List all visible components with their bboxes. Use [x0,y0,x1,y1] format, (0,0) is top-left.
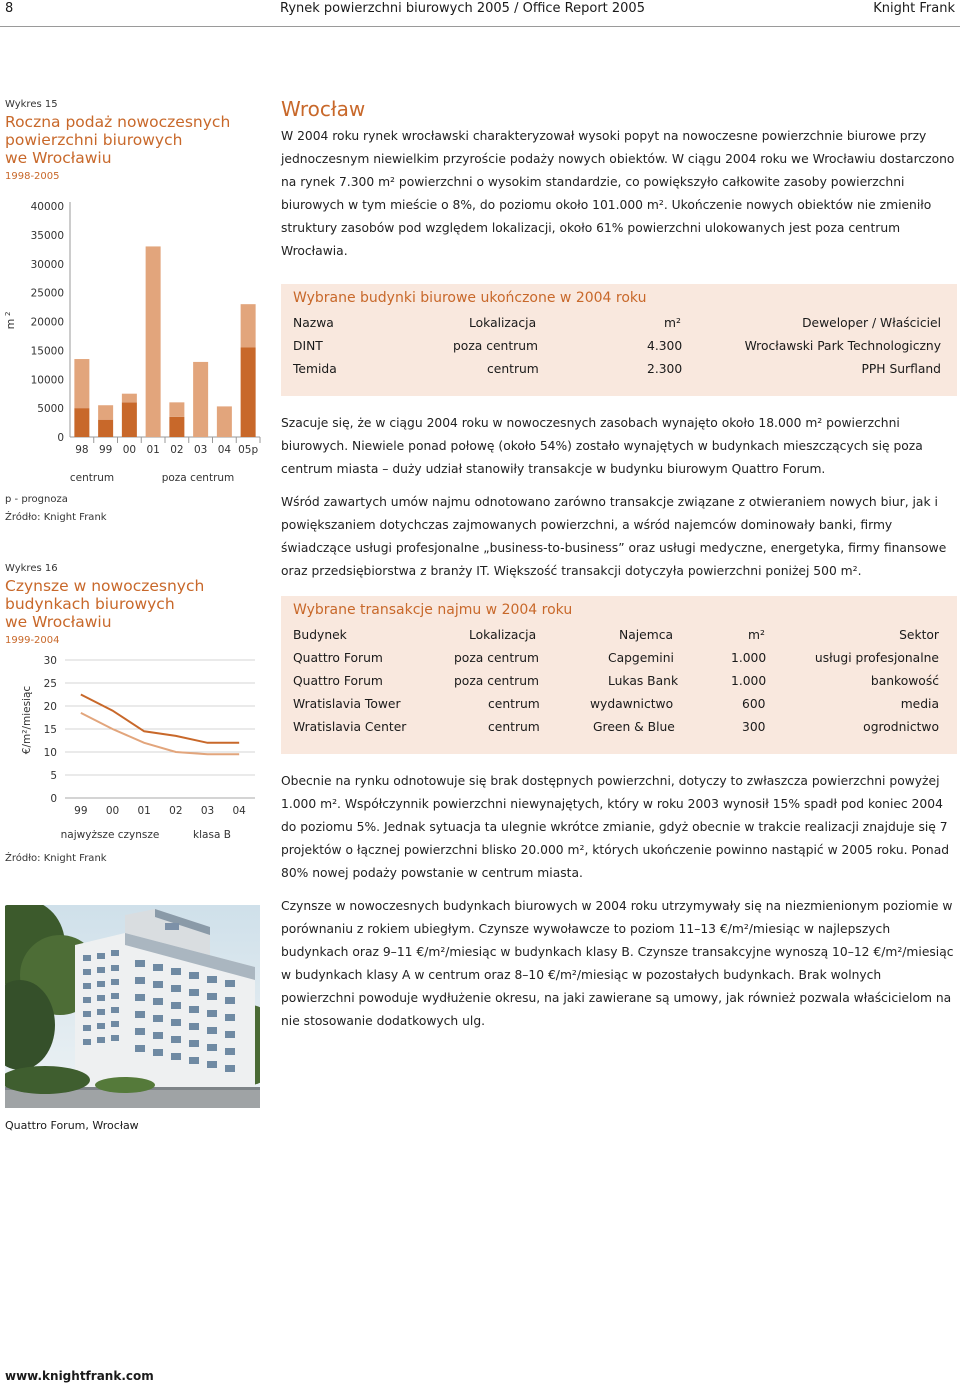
rent-line-chart [0,648,270,848]
y-tick-label: 20 [43,701,57,713]
page-header [0,0,960,27]
chart2-legend-top: najwyższe czynsze [60,829,160,841]
x-tick-label: 01 [146,444,160,456]
chart1-period: 1998-2005 [5,171,60,182]
y-tick-label: 10000 [30,374,64,387]
chart1-group-label-poza: poza centrum [161,472,235,484]
chart2-period: 1999-2004 [5,635,60,646]
table-row: DINT poza centrum 4.300 Wrocławski Park Technologiczny [293,339,941,353]
y-tick-label: 10 [43,747,57,759]
y-tick-label: 0 [50,793,57,805]
table-row: Temida centrum 2.300 PPH Surfland [293,362,941,376]
table2-header: Najemca [619,628,673,642]
y-tick-label: 15 [43,724,57,736]
bar-poza-centrum [74,359,89,408]
bar-poza-centrum [217,406,232,437]
table1-header-row [293,313,945,336]
chart2-y-unit: €/m²/miesiąc [21,685,33,755]
brand-name: Knight Frank [873,1,955,16]
intro-paragraph: W 2004 roku rynek wrocławski charakteryzował wysoki popyt na nowoczesne powierzchnie biurowe przy jednoczesnym niewielkim przyroście podaży nowych obiektów. W ciągu 2004 roku we Wrocławiu dostarczono na rynek 7.300 m² powierzchni o wysokim standardzie, co powiększyło całkowite zasoby powierzchni biurowych w tym mieście o 8%, do poziomu około 101.000 m². Ukończenie nowych obiektów nie zmieniło struktury zasobów pod względem lokalizacji, około 61% powierzchni ulokowanych jest poza centrum Wrocławia. [281,129,955,258]
table1-title: Wybrane budynki biurowe ukończone w 2004 roku [293,290,647,306]
table2-header: Budynek [293,628,347,642]
bar-poza-centrum [241,304,256,347]
table2-header-row [293,625,945,648]
city-heading: Wrocław [281,97,366,121]
chart1-y-unit-sup: 2 [4,311,12,316]
line-top-rents [81,695,239,743]
table1-header: Lokalizacja [469,316,537,330]
table-row: Wratislavia Center centrum Green & Blue 300 ogrodnictwo [293,720,939,734]
chart1-notes [5,491,107,527]
y-tick-label: 5000 [37,403,64,416]
x-tick-label: 00 [122,444,137,456]
y-tick-label: 30000 [30,258,64,271]
table-row: Quattro Forum poza centrum Lukas Bank 1.000 bankowość [293,674,939,688]
bar-poza-centrum [146,246,161,437]
x-tick-label: 02 [169,805,183,817]
leasing-text [281,412,956,583]
bar-centrum [98,420,113,437]
chart1-source: Źródło: Knight Frank [5,512,107,523]
x-tick-label: 04 [217,444,232,456]
chart1-group-label-centrum: centrum [69,472,115,484]
lease-transactions-table [281,596,957,754]
chart2-caption [5,563,260,646]
footer-url: www.knightfrank.com [5,1369,154,1383]
table-row: Quattro Forum poza centrum Capgemini 1.000 usługi profesjonalne [293,651,939,665]
completed-buildings-table [281,284,957,396]
photo-caption: Quattro Forum, Wrocław [5,1119,139,1132]
table-row: Wratislavia Tower centrum wydawnictwo 600 media [293,697,939,711]
x-tick-label: 04 [232,805,246,817]
bar-centrum [122,402,137,437]
tenants-paragraph: Wśród zawartych umów najmu odnotowano zarówno transakcje związane z otwieraniem nowych biur, jak i powiększaniem dotychczas zajmowanych powierzchni, a wśród najemców dominowały banki, firmy świadczące usługi profesjonalne „business-to-business” oraz usługi medyczne, energetyka, firmy finansowe oraz przedsiębiorstwa z branży IT. Większość transakcji dotyczyła powierzchni poniżej 500 m². [281,495,947,578]
y-tick-label: 20000 [30,316,64,329]
x-tick-label: 02 [170,444,184,456]
x-tick-label: 98 [75,444,89,456]
chart1-note: p - prognoza [5,494,68,505]
supply-bar-chart [0,190,270,490]
bar-poza-centrum [98,405,113,419]
table1-header: Deweloper / Właściciel [802,316,941,330]
table2-header: Sektor [899,628,939,642]
bar-centrum [74,408,89,437]
x-tick-label: 99 [74,805,88,817]
x-tick-label: 03 [193,444,208,456]
y-tick-label: 30 [43,655,57,667]
chart2-label: Wykres 16 [5,563,58,574]
y-tick-label: 40000 [30,201,64,213]
bar-poza-centrum [122,394,137,403]
chart1-title: Roczna podaż nowoczesnych powierzchni biurowych we Wrocławiu [5,113,231,167]
y-tick-label: 35000 [30,229,64,242]
rents-paragraph: Czynsze w nowoczesnych budynkach biurowych w 2004 roku utrzymywały się na niezmienionym poziomie w porównaniu z rokiem ubiegłym. Czynsze wywoławcze to poziom 11–13 €/m²/miesiąc w najlepszych budynkach oraz 9–11 €/m²/miesiąc w budynkach klasy B. Czynsze transakcyjne wynoszą 10–12 €/m²/miesiąc w budynkach klasy A w centrum oraz 8–10 €/m²/miesiąc w pozostałych budynkach. Brak wolnych powierzchni powoduje wydłużenie okresu, na jaki zawierane są umowy, jak również pozwala właścicielom na nie stosowanie dodatkowych ulg. [281,899,954,1028]
chart2-source: Źródło: Knight Frank [5,853,107,864]
chart1-caption [5,99,260,182]
y-tick-label: 25000 [30,287,64,300]
chart1-label: Wykres 15 [5,99,58,110]
page-number: 8 [5,1,14,16]
vacancy-paragraph: Obecnie na rynku odnotowuje się brak dostępnych powierzchni, dotyczy to zwłaszcza powierzchni powyżej 1.000 m². Współczynnik powierzchni niewynajętych, który w roku 2003 wynosił 15% spadł pod koniec 2004 do poziomu 5%. Jednak sytuacja ta ulegnie wkrótce zmianie, gdyż obecnie w trakcie realizacji znajduje się 7 projektów o łącznej powierzchni blisko 20.000 m², których ukończenie powinno nastąpić w 2005 roku. Ponad 80% nowej podaży powstanie w centrum miasta. [281,774,950,880]
table2-title: Wybrane transakcje najmu w 2004 roku [293,602,573,618]
market-text [281,770,956,1033]
table1-header: Nazwa [293,316,334,330]
main-content [281,97,956,263]
y-tick-label: 5 [50,770,57,782]
bar-poza-centrum [169,402,184,416]
report-title: Rynek powierzchni biurowych 2005 / Office Report 2005 [280,1,645,16]
x-tick-label: 01 [137,805,151,817]
table2-header: Lokalizacja [469,628,537,642]
chart2-legend-classb: klasa B [193,829,231,841]
y-tick-label: 15000 [30,345,64,358]
bar-poza-centrum [193,362,208,437]
bar-centrum [241,347,256,437]
x-tick-label: 99 [98,444,113,456]
chart2-title: Czynsze w nowoczesnych budynkach biurowych we Wrocławiu [5,577,205,631]
building-photo [5,905,260,1108]
table2-header: m² [748,628,765,642]
bar-centrum [169,417,184,437]
x-tick-label: 00 [105,805,120,817]
x-tick-label: 05p [238,444,259,456]
y-tick-label: 25 [43,678,57,690]
y-tick-label: 0 [57,432,64,444]
x-tick-label: 03 [200,805,215,817]
leasing-paragraph: Szacuje się, że w ciągu 2004 roku w nowoczesnych zasobach wynajęto około 18.000 m² powierzchni biurowych. Niewiele ponad połowę (około 54%) zostało wynajętych w budynkach mieszczących się poza centrum miasta – duży udział stanowiły transakcje w budynku biurowym Quattro Forum. [281,416,923,476]
chart1-y-unit: m [4,318,17,330]
table1-header: m² [664,316,681,330]
